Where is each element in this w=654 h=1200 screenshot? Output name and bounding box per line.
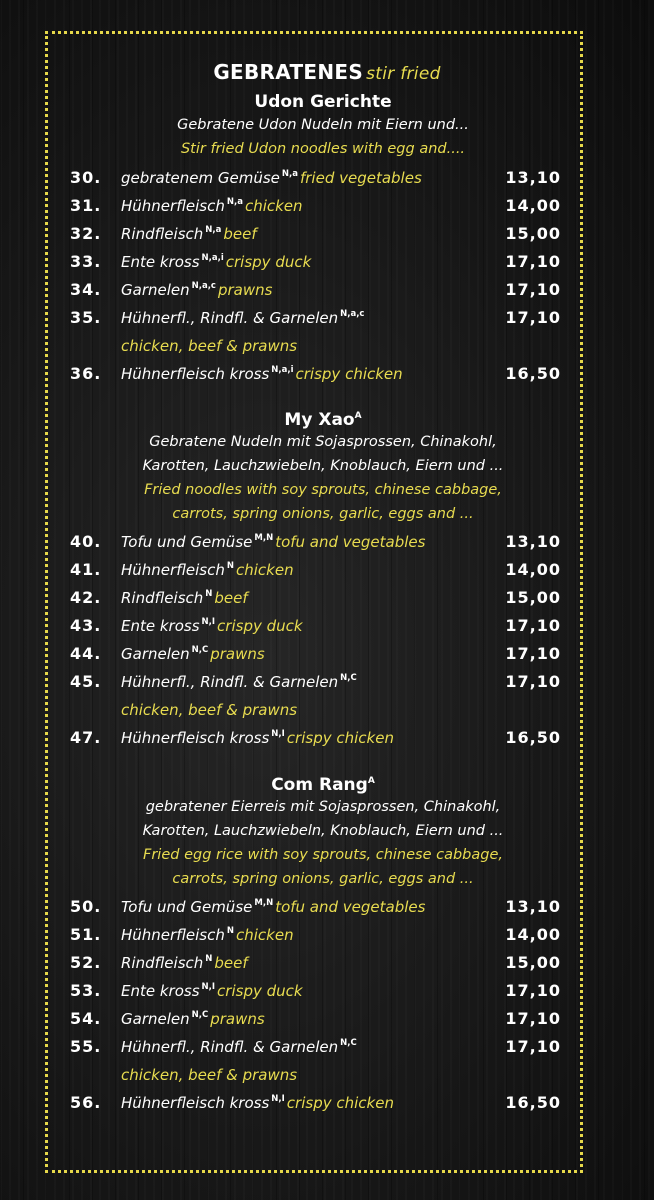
- item-number: 31.: [70, 196, 102, 215]
- item-number: 55.: [70, 1037, 102, 1056]
- item-number: 45.: [70, 672, 102, 691]
- item-number: 36.: [70, 364, 102, 383]
- item-name: [121, 197, 303, 215]
- allergen-codes: N,I: [201, 617, 216, 627]
- menu-item-row: [0, 364, 654, 388]
- section-description-english: carrots, spring onions, garlic, eggs and ...: [172, 871, 474, 887]
- allergen-codes: M,N: [254, 898, 274, 908]
- item-name: [121, 645, 265, 663]
- item-name-english: crispy chicken: [286, 1094, 394, 1112]
- item-price: 14,00: [505, 560, 561, 579]
- allergen-codes: N: [226, 926, 234, 936]
- menu-item-row: [0, 616, 654, 640]
- item-number: 40.: [70, 532, 102, 551]
- item-name-german: Garnelen: [121, 1010, 190, 1028]
- item-name-english: crispy duck: [217, 982, 303, 1000]
- item-name-english: tofu and vegetables: [275, 533, 426, 551]
- item-name: [121, 225, 257, 243]
- allergen-codes: N,C: [340, 673, 357, 683]
- menu-item-row: [0, 728, 654, 752]
- item-price: 17,10: [505, 672, 561, 691]
- item-name-english-continued: chicken, beef & prawns: [121, 337, 298, 355]
- item-price: 17,10: [505, 280, 561, 299]
- allergen-code: A: [354, 411, 362, 421]
- section-heading-text: Udon Gerichte: [254, 92, 392, 112]
- section-description-german: Karotten, Lauchzwiebeln, Knoblauch, Eiern und ...: [142, 823, 504, 839]
- item-name-german: Hühnerfleisch: [121, 561, 225, 579]
- item-name: [121, 1094, 394, 1112]
- item-name-german: Hühnerfleisch kross: [121, 1094, 270, 1112]
- item-name: [121, 561, 294, 579]
- item-number: 47.: [70, 728, 102, 747]
- menu-item-row: [0, 672, 654, 696]
- item-name-german: Ente kross: [121, 982, 200, 1000]
- item-name-english: chicken: [235, 926, 294, 944]
- item-price: 17,10: [505, 308, 561, 327]
- section-description-english: Fried noodles with soy sprouts, chinese cabbage,: [144, 482, 502, 498]
- item-number: 32.: [70, 224, 102, 243]
- item-price: 15,00: [505, 224, 561, 243]
- item-number: 56.: [70, 1093, 102, 1112]
- allergen-codes: N,a: [281, 169, 298, 179]
- item-name-english: chicken: [244, 197, 303, 215]
- item-name-german: Tofu und Gemüse: [121, 533, 253, 551]
- item-price: 15,00: [505, 953, 561, 972]
- item-number: 43.: [70, 616, 102, 635]
- allergen-codes: N,I: [271, 1094, 285, 1104]
- title-german: GEBRATENES: [213, 60, 364, 84]
- item-name: [121, 589, 248, 607]
- item-name-english-continued: chicken, beef & prawns: [121, 701, 298, 719]
- section-description-english: Fried egg rice with soy sprouts, chinese cabbage,: [143, 847, 503, 863]
- item-price: 16,50: [505, 1093, 561, 1112]
- item-name: [121, 982, 303, 1000]
- item-name: [121, 253, 311, 271]
- item-name-english: crispy chicken: [286, 729, 394, 747]
- item-name-german: Garnelen: [121, 645, 190, 663]
- menu-item-row: [0, 224, 654, 248]
- item-name-german: Hühnerfl., Rindfl. & Garnelen: [121, 673, 339, 691]
- menu-item-row: [0, 196, 654, 220]
- item-number: 44.: [70, 644, 102, 663]
- item-number: 52.: [70, 953, 102, 972]
- menu-item-row: [0, 953, 654, 977]
- allergen-codes: N: [205, 589, 213, 599]
- item-name-german: Tofu und Gemüse: [121, 898, 253, 916]
- item-price: 16,50: [505, 364, 561, 383]
- item-price: 13,10: [505, 532, 561, 551]
- item-price: 17,10: [505, 1037, 561, 1056]
- allergen-codes: N: [226, 561, 234, 571]
- allergen-codes: N,a,i: [271, 365, 294, 375]
- item-name: [121, 898, 425, 916]
- item-name-german: Rindfleisch: [121, 954, 204, 972]
- item-name-german: Hühnerfleisch: [121, 197, 225, 215]
- item-name: [121, 281, 272, 299]
- allergen-codes: N,a: [205, 225, 222, 235]
- allergen-codes: N,I: [271, 729, 285, 739]
- item-price: 17,10: [505, 644, 561, 663]
- allergen-codes: N,a,c: [340, 309, 365, 319]
- item-number: 34.: [70, 280, 102, 299]
- menu-item-row: [0, 532, 654, 556]
- item-name-german: Hühnerfl., Rindfl. & Garnelen: [121, 1038, 339, 1056]
- menu-item-row: [0, 168, 654, 192]
- item-name-german: Garnelen: [121, 281, 190, 299]
- item-number: 33.: [70, 252, 102, 271]
- item-name: [121, 169, 422, 187]
- item-name: [121, 729, 394, 747]
- item-name-german: Rindfleisch: [121, 589, 204, 607]
- allergen-codes: N,a: [226, 197, 243, 207]
- section-description-german: Gebratene Nudeln mit Sojasprossen, Chinakohl,: [149, 434, 497, 450]
- item-price: 17,10: [505, 981, 561, 1000]
- allergen-code: A: [367, 776, 375, 786]
- item-name: [121, 1038, 359, 1056]
- item-number: 42.: [70, 588, 102, 607]
- allergen-codes: N,a,i: [201, 253, 224, 263]
- item-name-english: chicken: [235, 561, 294, 579]
- menu-item-row: [0, 897, 654, 921]
- item-number: 30.: [70, 168, 102, 187]
- item-price: 14,00: [505, 925, 561, 944]
- item-price: 13,10: [505, 897, 561, 916]
- section-description-english: carrots, spring onions, garlic, eggs and ...: [172, 506, 474, 522]
- item-name-english: fried vegetables: [299, 169, 422, 187]
- item-price: 14,00: [505, 196, 561, 215]
- menu-item-row: [0, 1037, 654, 1061]
- item-number: 35.: [70, 308, 102, 327]
- section-heading-text: Com Rang: [271, 775, 368, 795]
- item-name-german: Hühnerfl., Rindfl. & Garnelen: [121, 309, 339, 327]
- item-price: 15,00: [505, 588, 561, 607]
- allergen-codes: N,C: [340, 1038, 357, 1048]
- item-name-english: crispy chicken: [295, 365, 403, 383]
- item-name-english-continued: chicken, beef & prawns: [121, 1066, 298, 1084]
- item-number: 54.: [70, 1009, 102, 1028]
- menu-item-row: [0, 588, 654, 612]
- allergen-codes: N,a,c: [191, 281, 216, 291]
- menu-item-row: [0, 1093, 654, 1117]
- item-name-english: tofu and vegetables: [275, 898, 426, 916]
- section-description-german: Karotten, Lauchzwiebeln, Knoblauch, Eiern und ...: [142, 458, 504, 474]
- item-name: [121, 309, 366, 327]
- item-name: [121, 617, 303, 635]
- item-number: 53.: [70, 981, 102, 1000]
- item-name-german: Hühnerfleisch kross: [121, 729, 270, 747]
- menu-item-row: [0, 981, 654, 1005]
- menu-item-row: [0, 1009, 654, 1033]
- item-name-english: crispy duck: [225, 253, 312, 271]
- allergen-codes: N,C: [191, 1010, 209, 1020]
- item-price: 17,10: [505, 616, 561, 635]
- menu-item-row: [0, 308, 654, 332]
- section-heading: [0, 92, 646, 112]
- item-name-german: gebratenem Gemüse: [121, 169, 280, 187]
- item-name: [121, 954, 248, 972]
- item-name-german: Hühnerfleisch kross: [121, 365, 270, 383]
- item-name-english: prawns: [217, 281, 273, 299]
- item-name: [121, 1010, 265, 1028]
- item-number: 50.: [70, 897, 102, 916]
- title-english: stir fried: [366, 64, 441, 84]
- item-name-english: beef: [214, 954, 248, 972]
- item-name-english: beef: [223, 225, 257, 243]
- allergen-codes: N,C: [191, 645, 209, 655]
- item-number: 41.: [70, 560, 102, 579]
- item-price: 17,10: [505, 252, 561, 271]
- section-heading: [0, 775, 646, 795]
- item-name-german: Hühnerfleisch: [121, 926, 225, 944]
- section-description-german: Gebratene Udon Nudeln mit Eiern und...: [177, 117, 469, 133]
- menu-item-row: [0, 280, 654, 304]
- item-name: [121, 533, 425, 551]
- item-name-german: Ente kross: [121, 617, 200, 635]
- section-heading: [0, 410, 646, 430]
- item-price: 17,10: [505, 1009, 561, 1028]
- allergen-codes: N: [205, 954, 213, 964]
- item-name: [121, 926, 294, 944]
- menu-item-row: [0, 644, 654, 668]
- item-name-german: Ente kross: [121, 253, 200, 271]
- item-name: [121, 365, 403, 383]
- item-name-english: prawns: [210, 645, 265, 663]
- menu-item-row: [0, 560, 654, 584]
- item-price: 13,10: [505, 168, 561, 187]
- item-name-english: prawns: [210, 1010, 265, 1028]
- item-price: 16,50: [505, 728, 561, 747]
- allergen-codes: M,N: [254, 533, 274, 543]
- item-number: 51.: [70, 925, 102, 944]
- menu-item-row: [0, 925, 654, 949]
- section-description-german: gebratener Eierreis mit Sojasprossen, Chinakohl,: [145, 799, 501, 815]
- item-name-german: Rindfleisch: [121, 225, 204, 243]
- menu-item-row: [0, 252, 654, 276]
- item-name: [121, 673, 359, 691]
- menu-page-title: [0, 60, 654, 84]
- item-name-english: beef: [214, 589, 248, 607]
- item-name-english: crispy duck: [217, 617, 303, 635]
- allergen-codes: N,I: [201, 982, 216, 992]
- section-description-english: Stir fried Udon noodles with egg and....: [180, 141, 466, 157]
- section-heading-text: My Xao: [284, 410, 355, 430]
